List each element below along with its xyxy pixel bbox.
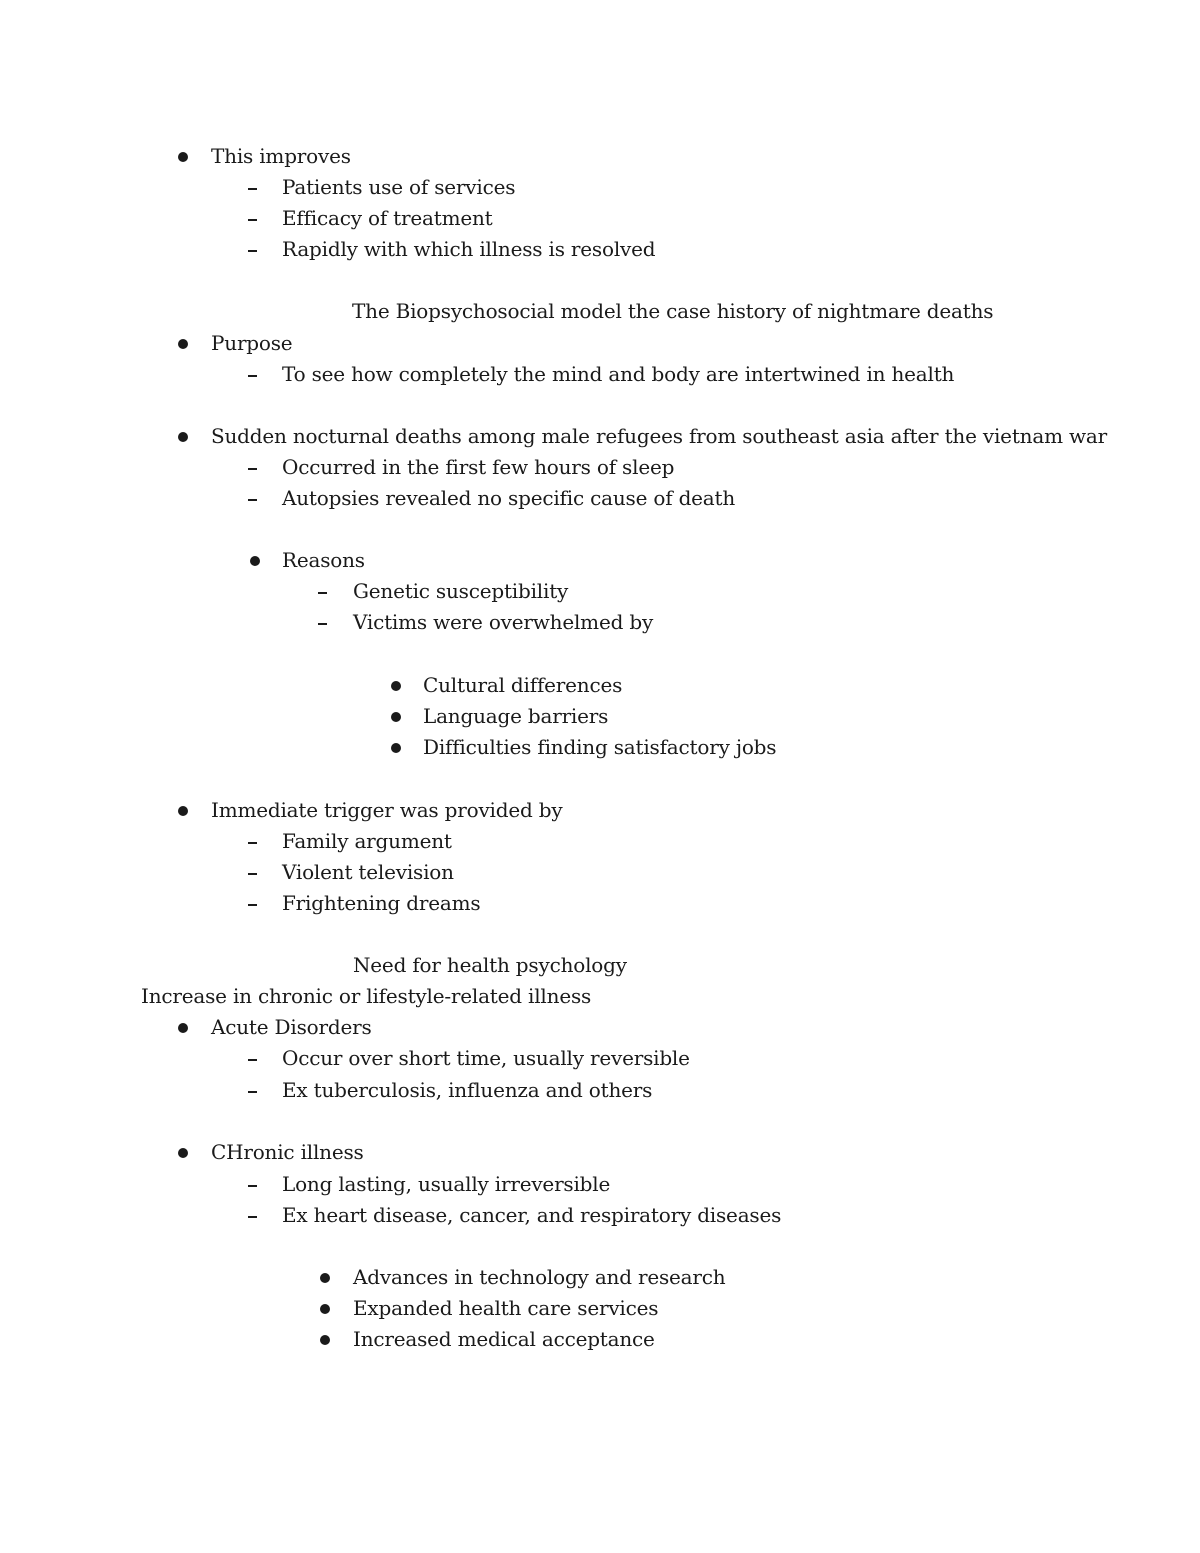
bullet-dot-icon	[391, 743, 401, 753]
bullet-dot-icon	[178, 1148, 188, 1158]
dash-icon	[248, 499, 257, 501]
list-item: Expanded health care services	[353, 1296, 659, 1320]
bullet-dot-icon	[178, 152, 188, 162]
list-item: Ex tuberculosis, influenza and others	[282, 1078, 653, 1102]
bullet-dot-icon	[178, 339, 188, 349]
dash-icon	[248, 1059, 257, 1061]
list-item: Autopsies revealed no specific cause of death	[282, 486, 736, 510]
dash-icon	[318, 623, 327, 625]
dash-icon	[248, 468, 257, 470]
bullet-dot-icon	[320, 1335, 330, 1345]
bullet-dot-icon	[391, 712, 401, 722]
dash-icon	[248, 188, 257, 190]
bullet-dot-icon	[250, 556, 260, 566]
section-heading-biopsychosocial: The Biopsychosocial model the case history of nightmare deaths	[352, 299, 994, 323]
bullet-acute-disorders: Acute Disorders	[211, 1015, 372, 1039]
dash-icon	[248, 219, 257, 221]
dash-icon	[248, 250, 257, 252]
dash-icon	[248, 904, 257, 906]
list-item: Advances in technology and research	[353, 1265, 726, 1289]
dash-icon	[248, 842, 257, 844]
list-item: Language barriers	[423, 704, 609, 728]
list-item: Victims were overwhelmed by	[353, 610, 654, 634]
dash-icon	[248, 1216, 257, 1218]
list-item: Ex heart disease, cancer, and respiratory diseases	[282, 1203, 782, 1227]
bullet-chronic-illness: CHronic illness	[211, 1140, 364, 1164]
list-item: Difficulties finding satisfactory jobs	[423, 735, 777, 759]
list-item: Cultural differences	[423, 673, 623, 697]
bullet-dot-icon	[178, 806, 188, 816]
paragraph-intro: Increase in chronic or lifestyle-related illness	[141, 984, 592, 1008]
bullet-purpose: Purpose	[211, 331, 293, 355]
bullet-sudden-deaths: Sudden nocturnal deaths among male refugees from southeast asia after the vietnam war	[211, 424, 1107, 448]
bullet-dot-icon	[178, 432, 188, 442]
list-item: Occur over short time, usually reversible	[282, 1046, 690, 1070]
list-item: Occurred in the first few hours of sleep	[282, 455, 675, 479]
bullet-this-improves: This improves	[211, 144, 351, 168]
bullet-dot-icon	[320, 1304, 330, 1314]
bullet-dot-icon	[178, 1023, 188, 1033]
bullet-immediate-trigger: Immediate trigger was provided by	[211, 798, 563, 822]
list-item: Violent television	[282, 860, 454, 884]
list-item: Frightening dreams	[282, 891, 481, 915]
list-item: Family argument	[282, 829, 452, 853]
list-item: Rapidly with which illness is resolved	[282, 237, 656, 261]
list-item: To see how completely the mind and body are intertwined in health	[282, 362, 955, 386]
dash-icon	[318, 592, 327, 594]
list-item: Long lasting, usually irreversible	[282, 1172, 611, 1196]
bullet-reasons: Reasons	[282, 548, 365, 572]
list-item: Increased medical acceptance	[353, 1327, 655, 1351]
bullet-dot-icon	[391, 681, 401, 691]
dash-icon	[248, 375, 257, 377]
list-item: Genetic susceptibility	[353, 579, 569, 603]
section-heading-health-psychology: Need for health psychology	[353, 953, 627, 977]
dash-icon	[248, 1185, 257, 1187]
dash-icon	[248, 873, 257, 875]
dash-icon	[248, 1091, 257, 1093]
list-item: Patients use of services	[282, 175, 516, 199]
bullet-dot-icon	[320, 1273, 330, 1283]
list-item: Efficacy of treatment	[282, 206, 493, 230]
